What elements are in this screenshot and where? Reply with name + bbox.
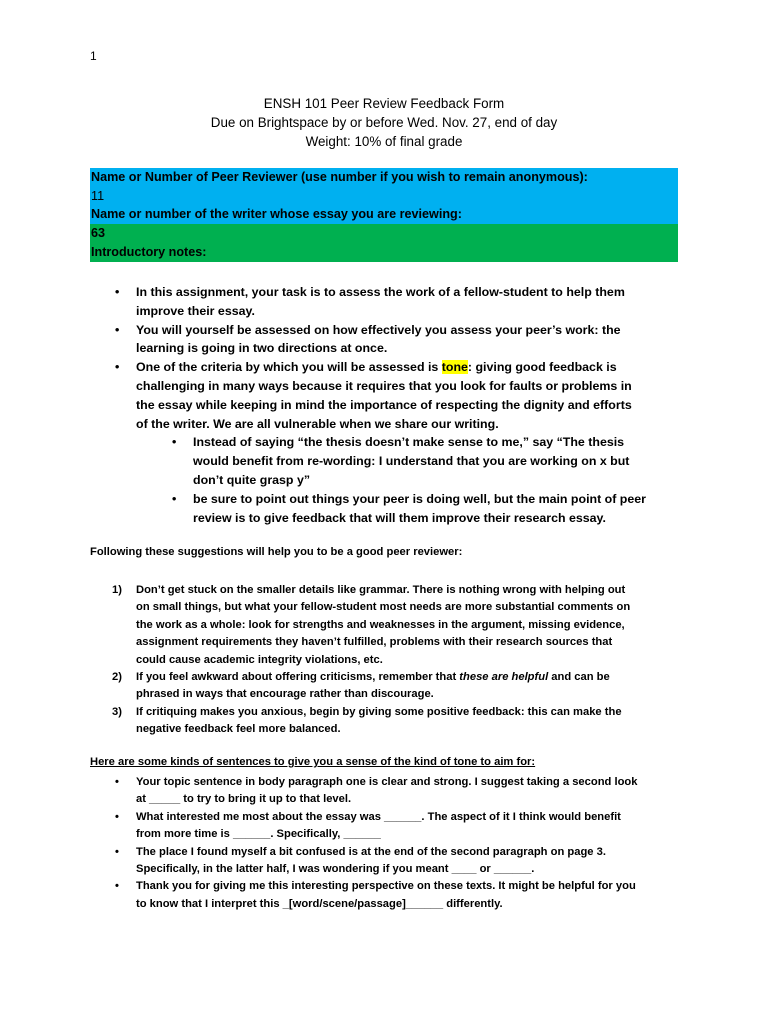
- list-item: • In this assignment, your task is to assess the work of a fellow-student to help them improve their essay.: [90, 283, 690, 321]
- italic-phrase: these are helpful: [459, 671, 549, 684]
- intro-bullet-list: [90, 283, 690, 527]
- page-number: 1: [90, 49, 97, 63]
- list-item: • Your topic sentence in body paragraph one is clear and strong. I suggest taking a second look at _____ to try to bring it up to that level.: [90, 774, 690, 809]
- suggestions-list: [90, 582, 690, 739]
- info-table: [90, 168, 678, 262]
- reviewer-value: 11: [90, 187, 678, 205]
- highlighted-word: tone: [441, 360, 468, 375]
- list-item: • One of the criteria by which you will be assessed is tone: giving good feedback is challenging in many ways because it requires that you look for faults or problems in the essay while keeping in mind the importance of respecting the dignity and efforts of the writer. We are all vulnerable when we share our writing.: [90, 358, 690, 433]
- intro-label: Introductory notes:: [90, 243, 678, 262]
- title-line-2: Due on Brightspace by or before Wed. Nov. 27, end of day: [210, 115, 558, 130]
- title-line-1: ENSH 101 Peer Review Feedback Form: [263, 96, 505, 111]
- list-item: • Thank you for giving me this interesting perspective on these texts. It might be helpful for you to know that I interpret this _[word/scene/passage]______ differently.: [90, 878, 690, 913]
- suggestions-heading: Following these suggestions will help you to be a good peer reviewer:: [90, 546, 463, 558]
- title-line-3: Weight: 10% of final grade: [305, 134, 463, 149]
- list-item: • What interested me most about the essay was ______. The aspect of it I think would benefit from more time is ______. Specifically, ______: [90, 809, 690, 844]
- writer-label: Name or number of the writer whose essay you are reviewing:: [90, 205, 678, 224]
- reviewer-label: Name or Number of Peer Reviewer (use number if you wish to remain anonymous):: [90, 168, 678, 187]
- sub-list-item: • Instead of saying “the thesis doesn’t make sense to me,” say “The thesis would benefit from re-wording: I understand that you are working on x but don’t quite grasp y”: [90, 433, 690, 489]
- list-item: 1) Don’t get stuck on the smaller details like grammar. There is nothing wrong with helping out on small things, but what your fellow-student most needs are more substantial comments on the work as a whole: look for strengths and weaknesses in the argument, missing evidence, assignment requirements they haven’t fulfilled, problems with their research sources that could cause academic integrity violations, etc.: [112, 584, 631, 666]
- list-item: • You will yourself be assessed on how effectively you assess your peer’s work: the learning is going in two directions at once.: [90, 321, 690, 359]
- list-item: • The place I found myself a bit confused is at the end of the second paragraph on page 3. Specifically, in the latter half, I was wondering if you meant ____ or ______.: [90, 844, 690, 879]
- examples-list: [90, 774, 690, 913]
- examples-heading: Here are some kinds of sentences to give you a sense of the kind of tone to aim for:: [90, 756, 536, 768]
- form-title: [90, 94, 678, 151]
- writer-value: 63: [90, 224, 678, 243]
- list-item: 2) If you feel awkward about offering criticisms, remember that these are helpful and can be phrased in ways that encourage rather than discourage.: [112, 671, 610, 701]
- sub-list-item: • be sure to point out things your peer is doing well, but the main point of peer review is to give feedback that will them improve their research essay.: [90, 490, 690, 528]
- list-item: 3) If critiquing makes you anxious, begin by giving some positive feedback: this can make the negative feedback feel more balanced.: [112, 705, 622, 736]
